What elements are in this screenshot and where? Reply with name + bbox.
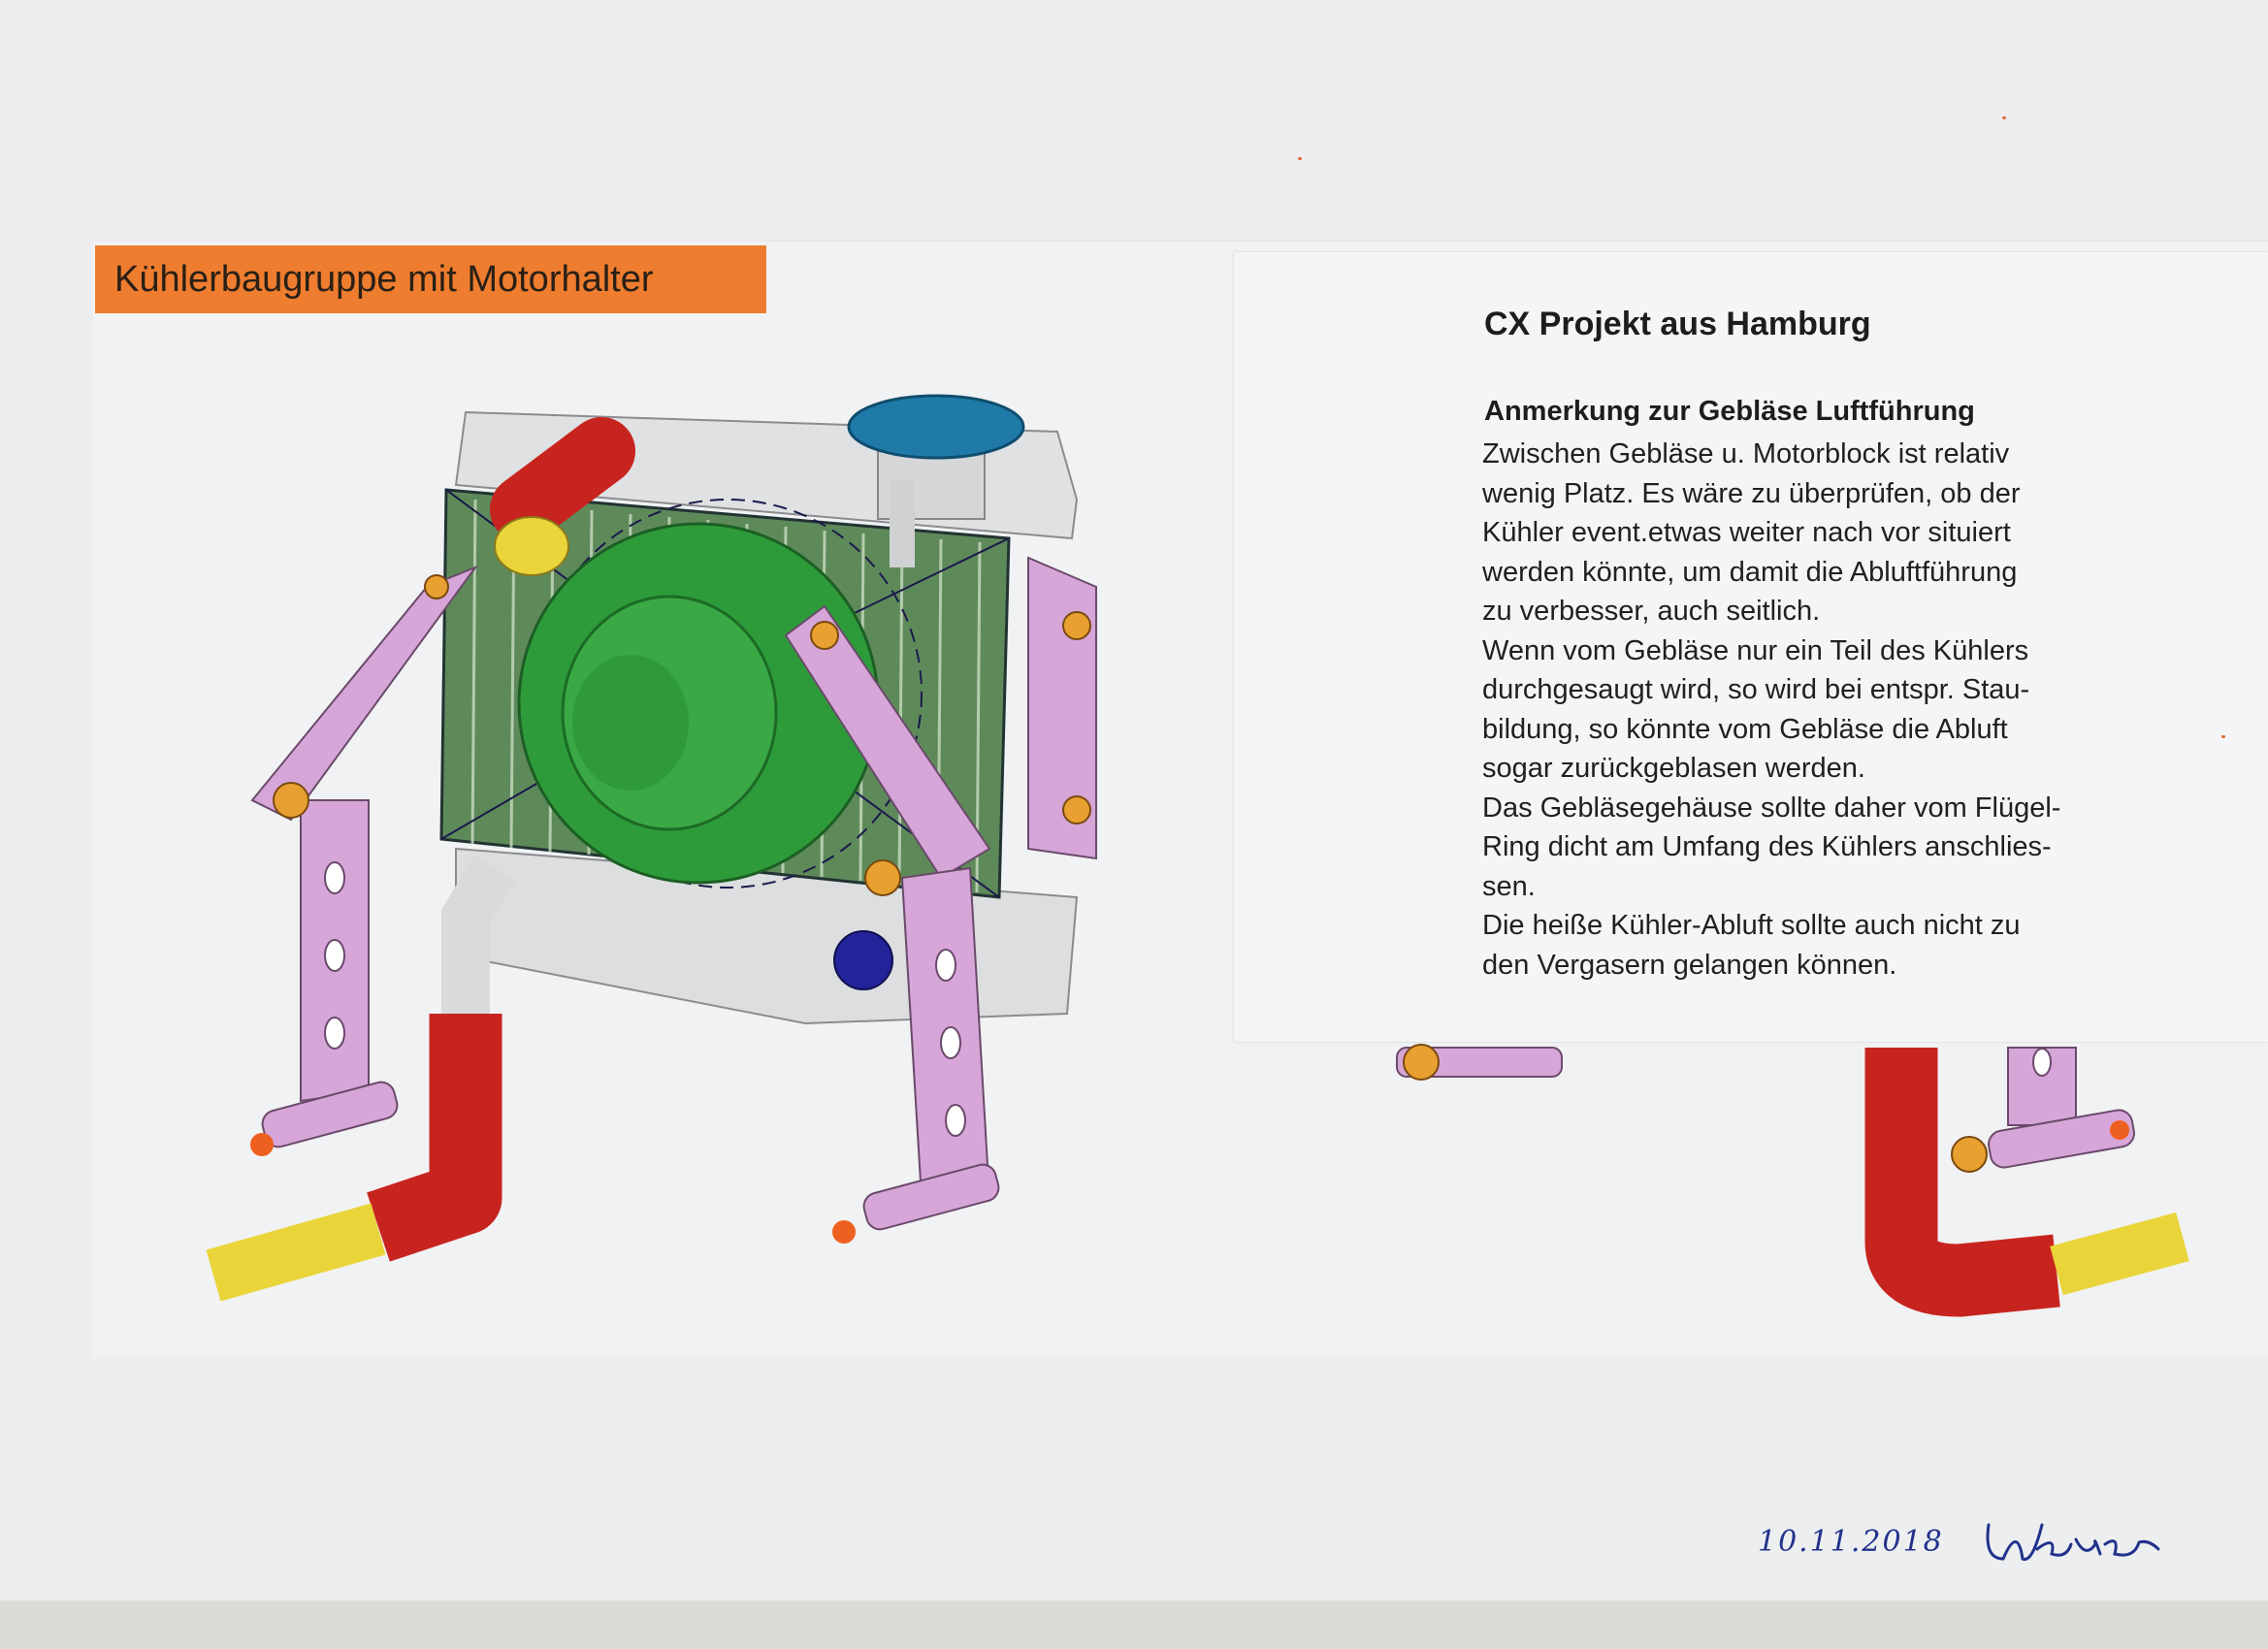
- handwritten-date: 10.11.2018: [1758, 1525, 1944, 1559]
- scan-speck: [1298, 157, 1302, 160]
- note-line: den Vergasern gelangen können.: [1482, 949, 1897, 981]
- filler-cap: [849, 396, 1023, 458]
- pump-housing: [834, 931, 892, 989]
- note-line: Kühler event.etwas weiter nach vor situiert: [1482, 517, 2011, 548]
- lower-hose: [378, 1014, 466, 1227]
- note-line: Wenn vom Gebläse nur ein Teil des Kühlers: [1482, 634, 2029, 666]
- note-heading: Anmerkung zur Gebläse Luftführung: [1484, 396, 1975, 427]
- note-line: durchgesaugt wird, so wird bei entspr. Stau-: [1482, 674, 2030, 705]
- signature: [1979, 1505, 2173, 1573]
- note-title: CX Projekt aus Hamburg: [1484, 306, 1871, 342]
- note-line: Die heiße Kühler-Abluft sollte auch nicht zu: [1482, 910, 2021, 941]
- note-line: Das Gebläsegehäuse sollte daher vom Flügel-: [1482, 792, 2061, 824]
- fragment-pipe-end: [2057, 1237, 2183, 1271]
- upper-hose: [524, 451, 601, 509]
- note-line: Zwischen Gebläse u. Motorblock ist relativ: [1482, 438, 2010, 469]
- upper-pipe-end: [495, 517, 568, 575]
- lower-pipe-end: [213, 1229, 378, 1276]
- note-body: [1482, 435, 2103, 985]
- scanner-bed-edge: [0, 1600, 2268, 1649]
- assembly-drawing-fragment: [1358, 1009, 2212, 1319]
- note-line: werden könnte, um damit die Abluftführung: [1482, 556, 2018, 588]
- title-banner: Kühlerbaugruppe mit Motorhalter: [95, 245, 766, 313]
- scan-speck: [2221, 735, 2225, 738]
- note-line: sogar zurückgeblasen werden.: [1482, 753, 1865, 784]
- note-line: wenig Platz. Es wäre zu überprüfen, ob der: [1482, 477, 2021, 509]
- note-line: Ring dicht am Umfang des Kühlers anschlies-: [1482, 831, 2052, 862]
- scan-speck: [2002, 116, 2006, 119]
- note-sheet: [1234, 252, 2268, 1042]
- note-line: sen.: [1482, 870, 1536, 902]
- radiator-assembly-drawing: [184, 393, 1135, 1324]
- note-line: zu verbesser, auch seitlich.: [1482, 596, 1821, 627]
- note-line: bildung, so könnte vom Gebläse die Abluft: [1482, 713, 2008, 745]
